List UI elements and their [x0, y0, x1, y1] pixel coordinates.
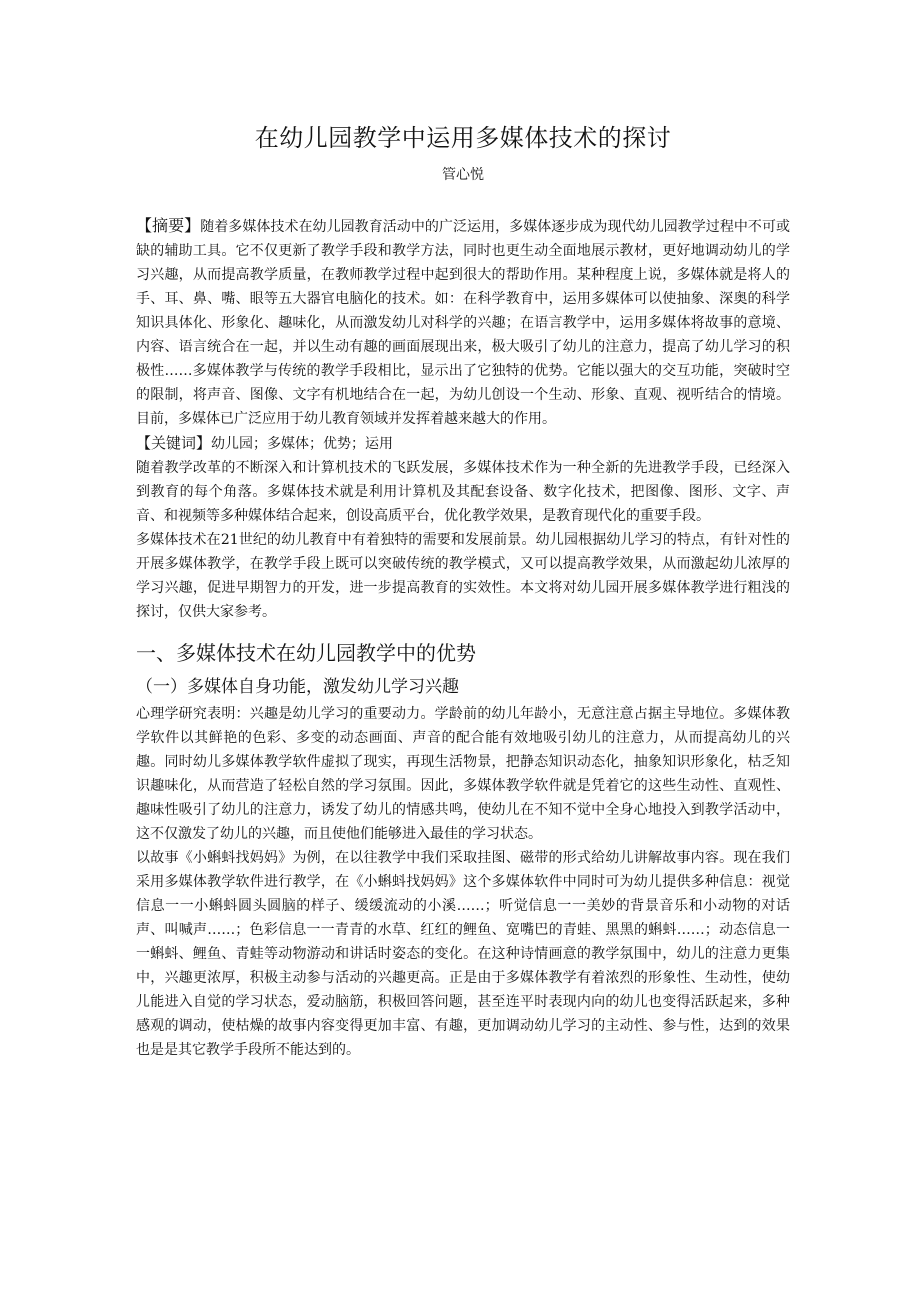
abstract-text: 随着多媒体技术在幼儿园教育活动中的广泛运用，多媒体逐步成为现代幼儿园教学过程中不可或缺的辅助工具。它不仅更新了教学手段和教学方法，同时也更生动全面地展示教材，更好地调动幼儿的学习兴趣，从而提高教学质量，在教师教学过程中起到很大的帮助作用。某种程度上说，多媒体就是将人的手、耳、鼻、嘴、眼等五大器官电脑化的技术。如：在科学教育中，运用多媒体可以使抽象、深奥的科学知识具体化、形象化、趣味化，从而激发幼儿对科学的兴趣；在语言教学中，运用多媒体将故事的意境、内容、语言统合在一起，并以生动有趣的画面展现出来，极大吸引了幼儿的注意力，提高了幼儿学习的积极性……多媒体教学与传统的教学手段相比，显示出了它独特的优势。它能以强大的交互功能，突破时空的限制，将声音、图像、文字有机地结合在一起，为幼儿创设一个生动、形象、直观、视听结合的情境。目前，多媒体已广泛应用于幼儿教育领域并发挥着越来越大的作用。 [136, 219, 790, 427]
section-heading: 一、多媒体技术在幼儿园教学中的优势 [136, 641, 476, 665]
author-name: 管心悦 [442, 167, 484, 183]
intro-paragraph-2: 多媒体技术在21世纪的幼儿教育中有着独特的需要和发展前景。幼儿园根据幼儿学习的特点，有针对性的开展多媒体教学，在教学手段上既可以突破传统的教学模式，又可以提高教学效果，从而激起幼儿浓厚的学习兴趣，促进早期智力的开发，进一步提高教育的实效性。本文将对幼儿园开展多媒体教学进行粗浅的探讨，仅供大家参考。 [136, 532, 790, 620]
abstract-paragraph [136, 214, 790, 431]
abstract-label: 【摘要】 [136, 216, 201, 235]
subsection-heading: （一）多媒体自身功能，激发幼儿学习兴趣 [136, 677, 459, 697]
body-paragraph-1: 心理学研究表明：兴趣是幼儿学习的重要动力。学龄前的幼儿年龄小，无意注意占据主导地位。多媒体教学软件以其鲜艳的色彩、多变的动态画面、声音的配合能有效地吸引幼儿的注意力，从而提高幼儿的兴趣。同时幼儿多媒体教学软件虚拟了现实，再现生活物景，把静态知识动态化，抽象知识形象化，枯乏知识趣味化，从而营造了轻松自然的学习氛围。因此，多媒体教学软件就是凭着它的这些生动性、直观性、趣味性吸引了幼儿的注意力，诱发了幼儿的情感共鸣，使幼儿在不知不觉中全身心地投入到教学活动中，这不仅激发了幼儿的兴趣，而且使他们能够进入最佳的学习状态。 [136, 706, 790, 842]
document-title: 在幼儿园教学中运用多媒体技术的探讨 [254, 124, 672, 152]
body-paragraph-2: 以故事《小蝌蚪找妈妈》为例，在以往教学中我们采取挂图、磁带的形式给幼儿讲解故事内容。现在我们采用多媒体教学软件进行教学，在《小蝌蚪找妈妈》这个多媒体软件中同时可为幼儿提供多种信息：视觉信息一一小蝌蚪圆头圆脑的样子、缓缓流动的小溪……；听觉信息一一美妙的背景音乐和小动物的对话声、叫喊声……；色彩信息一一青青的水草、红红的鲤鱼、宽嘴巴的青蛙、黑黑的蝌蚪……；动态信息一一蝌蚪、鲤鱼、青蛙等动物游动和讲话时姿态的变化。在这种诗情画意的教学氛围中，幼儿的注意力更集中，兴趣更浓厚，积极主动参与活动的兴趣更高。正是由于多媒体教学有着浓烈的形象性、生动性，使幼儿能进入自觉的学习状态，爱动脑筋，积极回答问题，甚至连平时表现内向的幼儿也变得活跃起来，多种感观的调动，使枯燥的故事内容变得更加丰富、有趣，更加调动幼儿学习的主动性、参与性，达到的效果也是是其它教学手段所不能达到的。 [136, 850, 790, 1058]
keywords-text: 幼儿园；多媒体；优势；运用 [211, 436, 394, 452]
keywords-paragraph [136, 431, 790, 456]
intro-paragraph-1: 随着教学改革的不断深入和计算机技术的飞跃发展，多媒体技术作为一种全新的先进教学手段，已经深入到教育的每个角落。多媒体技术就是利用计算机及其配套设备、数字化技术，把图像、图形、文字、声音、和视频等多种媒体结合起来，创设高质平台，优化教学效果，是教育现代化的重要手段。 [136, 460, 790, 524]
keywords-label: 【关键词】 [136, 434, 212, 452]
document-page [136, 118, 790, 1062]
